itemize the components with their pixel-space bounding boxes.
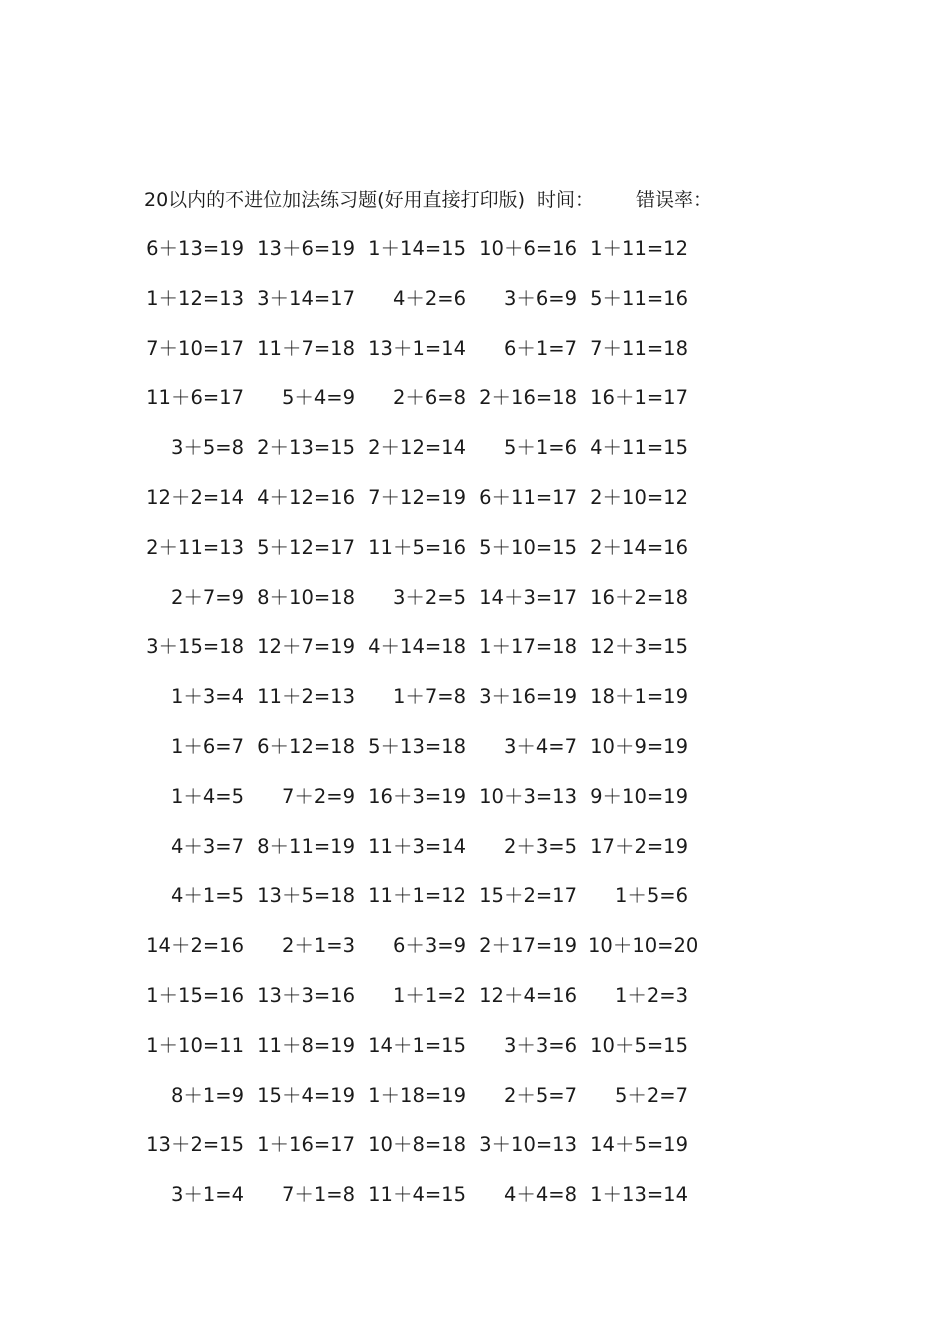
problem-cell: 14＋1=15 <box>368 1033 466 1057</box>
problem-row <box>0 483 950 533</box>
problem-cell: 1＋18=19 <box>368 1083 466 1107</box>
problem-cell: 6＋3=9 <box>392 934 466 958</box>
problem-cell: 11＋1=12 <box>368 884 466 908</box>
problem-cell: 6＋1=7 <box>503 336 577 360</box>
problem-cell: 3＋3=6 <box>503 1033 577 1057</box>
problem-cell: 2＋1=3 <box>281 934 355 958</box>
problem-cell: 3＋16=19 <box>479 685 577 709</box>
problem-cell: 2＋5=7 <box>503 1083 577 1107</box>
problem-cell: 3＋10=13 <box>479 1133 577 1157</box>
problem-cell: 3＋14=17 <box>257 286 355 310</box>
problem-cell: 6＋13=19 <box>146 237 244 260</box>
error-rate-label: 错误率： <box>636 189 713 211</box>
problem-cell: 5＋10=15 <box>479 535 577 559</box>
problem-row <box>0 931 950 981</box>
problem-cell: 13＋1=14 <box>368 336 466 360</box>
problem-row <box>0 284 950 334</box>
problem-cell: 1＋17=18 <box>479 635 577 659</box>
problem-row <box>0 881 950 931</box>
problem-cell: 11＋4=15 <box>368 1183 466 1207</box>
problem-cell: 8＋1=9 <box>170 1083 244 1107</box>
problem-cell: 2＋3=5 <box>503 834 577 858</box>
problem-cell: 2＋17=19 <box>479 934 577 958</box>
problem-cell: 1＋16=17 <box>257 1133 355 1157</box>
problem-row <box>0 981 950 1031</box>
problem-cell: 5＋13=18 <box>368 734 466 758</box>
problem-cell: 7＋12=19 <box>368 485 466 509</box>
problem-cell: 14＋3=17 <box>479 585 577 609</box>
problem-row <box>0 383 950 433</box>
problem-cell: 2＋16=18 <box>479 386 577 410</box>
problem-cell: 1＋3=4 <box>170 685 244 709</box>
problem-cell: 11＋7=18 <box>257 336 355 360</box>
problem-cell: 15＋4=19 <box>257 1083 355 1107</box>
problem-row <box>0 1180 950 1230</box>
problem-cell: 10＋9=19 <box>590 734 688 758</box>
problem-cell: 8＋10=18 <box>257 585 355 609</box>
problem-row <box>0 732 950 782</box>
problem-row <box>0 334 950 384</box>
problem-cell: 1＋14=15 <box>368 237 466 260</box>
worksheet-title: 20以内的不进位加法练习题(好用直接打印版) <box>144 189 526 211</box>
problem-cell: 1＋10=11 <box>146 1033 244 1057</box>
problem-cell: 16＋1=17 <box>590 386 688 410</box>
problem-cell: 5＋11=16 <box>590 286 688 310</box>
problem-cell: 11＋3=14 <box>368 834 466 858</box>
problem-cell: 3＋5=8 <box>170 436 244 460</box>
problem-cell: 1＋13=14 <box>590 1183 688 1207</box>
problem-cell: 4＋3=7 <box>170 834 244 858</box>
problem-cell: 10＋10=20 <box>588 934 699 958</box>
problem-row <box>0 682 950 732</box>
problem-cell: 11＋6=17 <box>146 386 244 410</box>
problem-cell: 1＋4=5 <box>170 784 244 808</box>
problem-cell: 12＋7=19 <box>257 635 355 659</box>
problem-grid <box>0 234 950 1230</box>
problem-cell: 2＋6=8 <box>392 386 466 410</box>
problem-cell: 12＋4=16 <box>479 983 577 1007</box>
problem-cell: 13＋2=15 <box>146 1133 244 1157</box>
problem-cell: 2＋7=9 <box>170 585 244 609</box>
problem-cell: 1＋12=13 <box>146 286 244 310</box>
problem-cell: 1＋11=12 <box>590 237 688 260</box>
problem-cell: 10＋5=15 <box>590 1033 688 1057</box>
problem-cell: 2＋12=14 <box>368 436 466 460</box>
problem-cell: 3＋6=9 <box>503 286 577 310</box>
problem-cell: 2＋11=13 <box>146 535 244 559</box>
time-label: 时间： <box>537 189 595 211</box>
problem-cell: 3＋2=5 <box>392 585 466 609</box>
problem-cell: 11＋2=13 <box>257 685 355 709</box>
problem-row <box>0 234 950 284</box>
problem-cell: 10＋8=18 <box>368 1133 466 1157</box>
problem-cell: 12＋3=15 <box>590 635 688 659</box>
problem-cell: 4＋4=8 <box>503 1183 577 1207</box>
problem-cell: 3＋15=18 <box>146 635 244 659</box>
problem-cell: 1＋7=8 <box>392 685 466 709</box>
problem-cell: 5＋1=6 <box>503 436 577 460</box>
problem-row <box>0 1081 950 1131</box>
problem-cell: 7＋10=17 <box>146 336 244 360</box>
problem-row <box>0 583 950 633</box>
problem-cell: 16＋3=19 <box>368 784 466 808</box>
problem-cell: 3＋4=7 <box>503 734 577 758</box>
problem-cell: 11＋5=16 <box>368 535 466 559</box>
problem-row <box>0 632 950 682</box>
problem-cell: 4＋12=16 <box>257 485 355 509</box>
problem-cell: 17＋2=19 <box>590 834 688 858</box>
problem-cell: 2＋13=15 <box>257 436 355 460</box>
problem-row <box>0 1031 950 1081</box>
problem-cell: 6＋12=18 <box>257 734 355 758</box>
problem-cell: 2＋14=16 <box>590 535 688 559</box>
problem-cell: 11＋8=19 <box>257 1033 355 1057</box>
problem-cell: 10＋3=13 <box>479 784 577 808</box>
problem-row <box>0 433 950 483</box>
problem-cell: 10＋6=16 <box>479 237 577 260</box>
problem-row <box>0 832 950 882</box>
problem-cell: 2＋10=12 <box>590 485 688 509</box>
problem-cell: 1＋6=7 <box>170 734 244 758</box>
problem-cell: 1＋15=16 <box>146 983 244 1007</box>
problem-cell: 1＋5=6 <box>614 884 688 908</box>
problem-cell: 4＋1=5 <box>170 884 244 908</box>
problem-cell: 18＋1=19 <box>590 685 688 709</box>
problem-cell: 14＋2=16 <box>146 934 244 958</box>
problem-row <box>0 1130 950 1180</box>
problem-cell: 13＋3=16 <box>257 983 355 1007</box>
problem-cell: 7＋11=18 <box>590 336 688 360</box>
problem-cell: 4＋2=6 <box>392 286 466 310</box>
problem-cell: 5＋2=7 <box>614 1083 688 1107</box>
problem-cell: 5＋4=9 <box>281 386 355 410</box>
problem-cell: 7＋2=9 <box>281 784 355 808</box>
problem-cell: 16＋2=18 <box>590 585 688 609</box>
problem-row <box>0 533 950 583</box>
problem-cell: 7＋1=8 <box>281 1183 355 1207</box>
header-line <box>144 186 712 214</box>
problem-cell: 1＋2=3 <box>614 983 688 1007</box>
problem-cell: 5＋12=17 <box>257 535 355 559</box>
problem-cell: 13＋6=19 <box>257 237 355 260</box>
problem-cell: 9＋10=19 <box>590 784 688 808</box>
problem-cell: 1＋1=2 <box>392 983 466 1007</box>
problem-cell: 14＋5=19 <box>590 1133 688 1157</box>
problem-cell: 12＋2=14 <box>146 485 244 509</box>
problem-cell: 6＋11=17 <box>479 485 577 509</box>
problem-cell: 13＋5=18 <box>257 884 355 908</box>
problem-cell: 3＋1=4 <box>170 1183 244 1207</box>
problem-cell: 4＋11=15 <box>590 436 688 460</box>
problem-cell: 15＋2=17 <box>479 884 577 908</box>
problem-cell: 4＋14=18 <box>368 635 466 659</box>
problem-row <box>0 782 950 832</box>
problem-cell: 8＋11=19 <box>257 834 355 858</box>
